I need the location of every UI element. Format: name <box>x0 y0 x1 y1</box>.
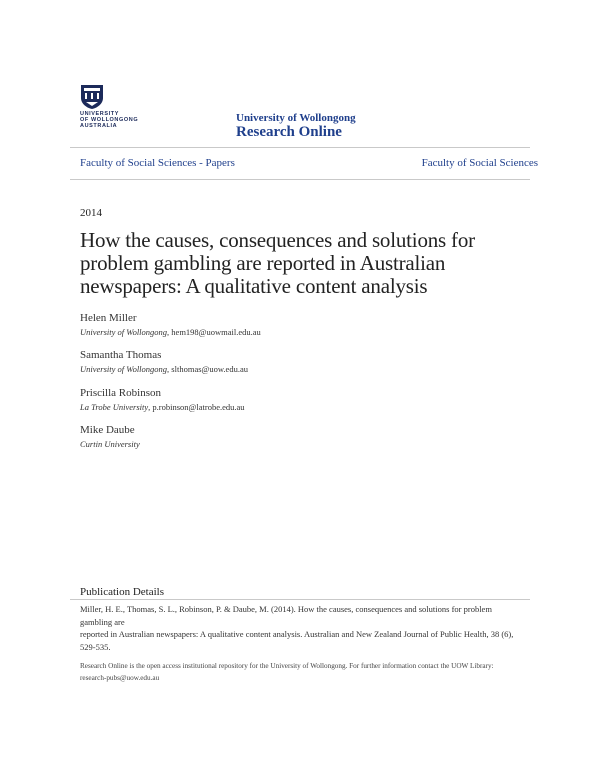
publication-year: 2014 <box>80 207 102 219</box>
author-name: Priscilla Robinson <box>80 387 161 399</box>
citation-line-2: reported in Australian newspapers: A qualitative content analysis. Australian and New Zealand Journal of Public Health, 38 (6), <box>80 629 514 639</box>
article-title-line-2: problem gambling are reported in Australian <box>80 251 446 275</box>
series-divider <box>70 179 530 180</box>
article-title-line-3: newspapers: A qualitative content analysis <box>80 274 428 298</box>
article-title <box>80 229 550 298</box>
author-institution: University of Wollongong <box>80 364 168 374</box>
author-name: Samantha Thomas <box>80 349 162 361</box>
header-divider <box>70 147 530 148</box>
author-contact[interactable]: , slthomas@uow.edu.au <box>167 364 248 374</box>
citation-line-1: Miller, H. E., Thomas, S. L., Robinson, P. & Daube, M. (2014). How the causes, consequences and solutions for problem gambling are <box>80 604 492 627</box>
publication-details-heading: Publication Details <box>80 586 165 598</box>
author-affiliation <box>80 364 248 374</box>
author-affiliation <box>80 402 245 412</box>
repository-name-link[interactable]: Research Online <box>236 124 342 140</box>
series-link-faculty[interactable]: Faculty of Social Sciences <box>421 157 538 169</box>
citation-line-3: 529-535. <box>80 641 111 652</box>
author-institution: University of Wollongong <box>80 327 168 337</box>
crest-wordmark-line-3: AUSTRALIA <box>80 123 118 130</box>
crest-wordmark-line-2: OF WOLLONGONG <box>80 117 139 124</box>
crest-icon <box>80 84 104 110</box>
author-institution: La Trobe University <box>80 402 149 412</box>
author-contact[interactable]: , hem198@uowmail.edu.au <box>167 327 261 337</box>
footer-line-1: Research Online is the open access institutional repository for the University of Wollongong. For further information contact the UOW Library: <box>80 662 494 670</box>
author-name: Helen Miller <box>80 312 137 324</box>
crest-wordmark <box>80 111 150 130</box>
series-link-papers[interactable]: Faculty of Social Sciences - Papers <box>80 157 235 169</box>
author-name: Mike Daube <box>80 424 135 436</box>
repository-footer <box>80 660 525 684</box>
author-institution: Curtin University <box>80 439 140 449</box>
author-contact[interactable]: , p.robinson@latrobe.edu.au <box>148 402 245 412</box>
publication-details-divider <box>70 599 530 600</box>
footer-email-link[interactable]: research-pubs@uow.edu.au <box>80 674 160 682</box>
repository-institution-link[interactable]: University of Wollongong <box>236 112 356 124</box>
article-title-line-1: How the causes, consequences and solutions for <box>80 228 475 252</box>
author-affiliation <box>80 439 140 449</box>
citation-text <box>80 603 525 653</box>
author-affiliation <box>80 327 261 337</box>
crest-wordmark-line-1: UNIVERSITY <box>80 111 120 117</box>
